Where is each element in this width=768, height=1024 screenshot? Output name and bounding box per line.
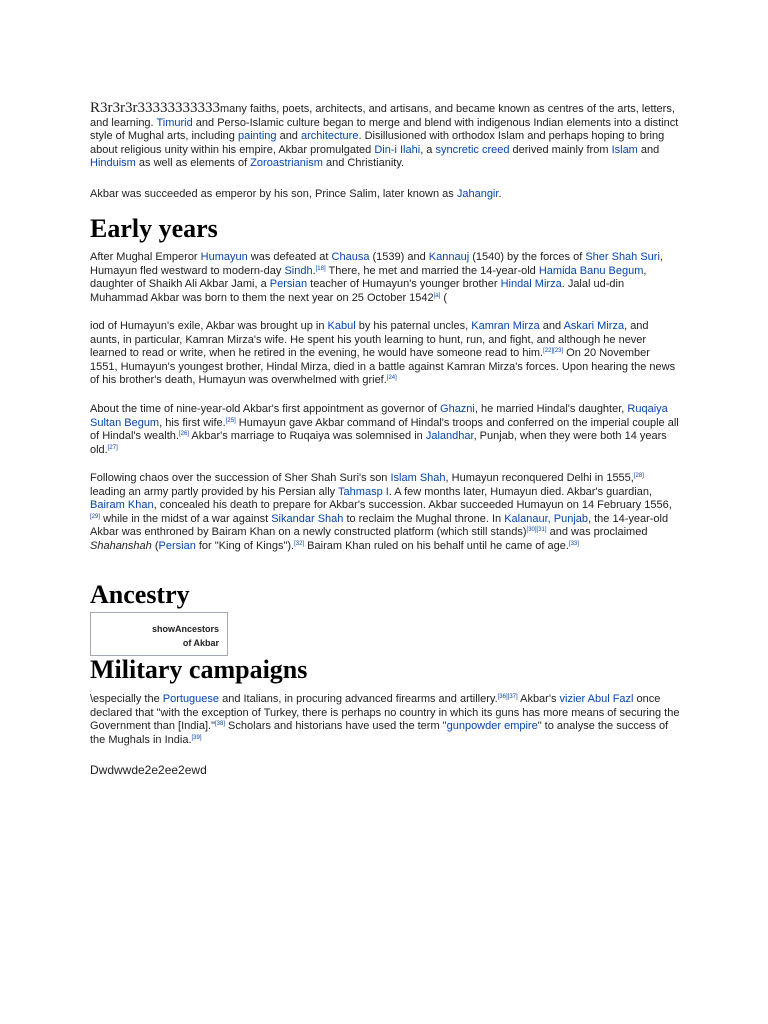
citation[interactable]: [26] xyxy=(178,431,189,437)
citation[interactable]: [18] xyxy=(315,265,326,272)
citation[interactable]: [24] xyxy=(386,375,397,381)
link-syncretic-creed[interactable]: syncretic creed xyxy=(435,143,510,156)
early-paragraph-4: Following chaos over the succession of Sher Shah Suri's son Islam Shah, Humayun reconquered Delhi in 1555,[28] leading an army partly provided by his Persian ally Tahmasp I. A few months later, Humayun died. Akbar's guardian, Bairam Khan, concealed his death to prepare for Akbar's succession. Akbar succeeded Humayun on 14 February 1556,[29] while in the midst of a war against Sikandar Shah to reclaim the Mughal throne. In Kalanaur, Punjab, the 14-year-old Akbar was enthroned by Bairam Khan on a newly constructed platform (which still stands)[30][31] and was proclaimed Shahanshah (Persian for "King of Kings").[32] Bairam Khan ruled on his behalf until he came of age.[33] xyxy=(90,472,672,552)
heading-ancestry: Ancestry xyxy=(90,580,190,609)
link-persian[interactable]: Persian xyxy=(269,278,308,290)
citation[interactable]: [32] xyxy=(294,540,305,547)
trailing-text: Dwdwwde2e2ee2ewd xyxy=(90,763,207,777)
link-sher-shah-suri[interactable]: Sher Shah Suri xyxy=(585,251,660,263)
link-abul-fazl[interactable]: Abul Fazl xyxy=(587,693,634,705)
link-hindal-mirza[interactable]: Hindal Mirza xyxy=(500,278,562,290)
citation[interactable]: [a] xyxy=(433,292,441,299)
link-sikandar-shah[interactable]: Sikandar Shah xyxy=(271,512,344,525)
citation[interactable]: [22][23] xyxy=(543,348,564,354)
link-zoroastrianism[interactable]: Zoroastrianism xyxy=(250,157,323,169)
link-ghazni[interactable]: Ghazni xyxy=(440,403,475,415)
link-gunpowder-empire[interactable]: gunpowder empire xyxy=(446,720,538,732)
link-kamran-mirza[interactable]: Kamran Mirza xyxy=(471,320,540,332)
citation[interactable]: [36][37] xyxy=(497,694,518,700)
link-jahangir[interactable]: Jahangir xyxy=(456,188,499,200)
succession-paragraph: Akbar was succeeded as emperor by his son, Prince Salim, later known as Jahangir. xyxy=(90,188,502,200)
citation[interactable]: [25] xyxy=(225,417,236,424)
intro-paragraph: R3r3r3r33333333333many faiths, poets, architects, and artisans, and became known as centres of the arts, letters, and learning. Timurid and Perso-Islamic culture began to merge and blend with indigenous Indian elements into a distinct style of Mughal arts, including painting and architecture. Disillusioned with orthodox Islam and perhaps hoping to bring about religious unity within his empire, Akbar promulgated Din-i Ilahi, a syncretic creed derived mainly from Islam and Hinduism as well as elements of Zoroastrianism and Christianity. xyxy=(90,100,679,169)
link-vizier[interactable]: vizier xyxy=(559,693,586,705)
citation[interactable]: [33] xyxy=(568,540,579,547)
link-chausa[interactable]: Chausa xyxy=(331,251,370,263)
link-bairam-khan[interactable]: Bairam Khan xyxy=(90,499,154,511)
military-paragraph: \especially the Portuguese and Italians, in procuring advanced firearms and artillery.[36][37] Akbar's vizier Abul Fazl once declared that "with the exception of Turkey, there is perhaps no country in which its guns has more means of securing the Government than [India]."[38] Scholars and historians have used the term "gunpowder empire" to analyse the success of the Mughals in India.[39] xyxy=(90,693,680,746)
citation[interactable]: [29] xyxy=(90,513,101,520)
term-shahanshah: Shahanshah xyxy=(90,539,152,552)
ancestors-box-title: of Akbar xyxy=(182,638,219,648)
citation[interactable]: [38] xyxy=(214,721,225,727)
link-humayun[interactable]: Humayun xyxy=(200,251,248,263)
citation[interactable]: [27] xyxy=(107,444,118,451)
link-islam-shah[interactable]: Islam Shah xyxy=(390,472,446,484)
link-timurid[interactable]: Timurid xyxy=(156,116,193,129)
link-persian-language[interactable]: Persian xyxy=(158,539,196,552)
link-islam[interactable]: Islam xyxy=(611,143,638,156)
link-kabul[interactable]: Kabul xyxy=(327,320,356,332)
citation[interactable]: [39] xyxy=(191,734,202,741)
early-paragraph-2: iod of Humayun's exile, Akbar was brought up in Kabul by his paternal uncles, Kamran Mirza and Askari Mirza, and aunts, in particular, Kamran Mirza's wife. He spent his youth learning to hunt, run, and fight, and although he never learned to read or write, when he retired in the evening, he would have someone read to him.[22][23] On 20 November 1551, Humayun's youngest brother, Hindal Mirza, died in a battle against Kamran Mirza's forces. Upon hearing the news of his brother's death, Humayun was overwhelmed with grief.[24] xyxy=(90,320,676,386)
heading-early-years: Early years xyxy=(90,214,218,243)
intro-lead: R3r3r3r33333333333 xyxy=(90,100,220,116)
ancestors-toggle-label[interactable]: showAncestors xyxy=(151,624,219,634)
ancestors-box[interactable] xyxy=(90,612,228,656)
link-askari-mirza[interactable]: Askari Mirza xyxy=(563,320,625,332)
link-din-i-ilahi[interactable]: Din-i Ilahi xyxy=(374,143,421,156)
link-architecture[interactable]: architecture xyxy=(300,130,359,142)
early-paragraph-1: After Mughal Emperor Humayun was defeated at Chausa (1539) and Kannauj (1540) by the forces of Sher Shah Suri, Humayun fled westward to modern-day Sindh.[18] There, he met and married the 14-year-old Hamida Banu Begum, daughter of Shaikh Ali Akbar Jami, a Persian teacher of Humayun's younger brother Hindal Mirza. Jalal ud-din Muhammad Akbar was born to them the next year on 25 October 1542[a] ( xyxy=(90,251,663,304)
citation[interactable]: [28] xyxy=(633,473,644,479)
link-ruqaiya-sultan-begum[interactable]: Ruqaiya Sultan Begum xyxy=(90,403,668,429)
early-paragraph-3: About the time of nine-year-old Akbar's first appointment as governor of Ghazni, he married Hindal's daughter, Ruqaiya Sultan Begum, his first wife.[25] Humayun gave Akbar command of Hindal's troops and conferred on the imperial couple all of Hindal's wealth.[26] Akbar's marriage to Ruqaiya was solemnised in Jalandhar, Punjab, when they were both 14 years old.[27] xyxy=(90,403,679,456)
citation[interactable]: [30][31] xyxy=(526,527,547,533)
heading-military-campaigns: Military campaigns xyxy=(90,655,308,684)
link-kannauj[interactable]: Kannauj xyxy=(428,251,470,263)
link-portuguese[interactable]: Portuguese xyxy=(162,693,220,705)
link-hinduism[interactable]: Hinduism xyxy=(90,157,136,169)
link-jalandhar[interactable]: Jalandhar xyxy=(425,430,474,442)
link-tahmasp[interactable]: Tahmasp I xyxy=(338,485,389,498)
link-sindh[interactable]: Sindh xyxy=(284,264,313,277)
link-kalanaur-punjab[interactable]: Kalanaur, Punjab xyxy=(504,512,588,525)
link-hamida-banu-begum[interactable]: Hamida Banu Begum xyxy=(538,264,644,277)
link-painting[interactable]: painting xyxy=(237,130,277,142)
